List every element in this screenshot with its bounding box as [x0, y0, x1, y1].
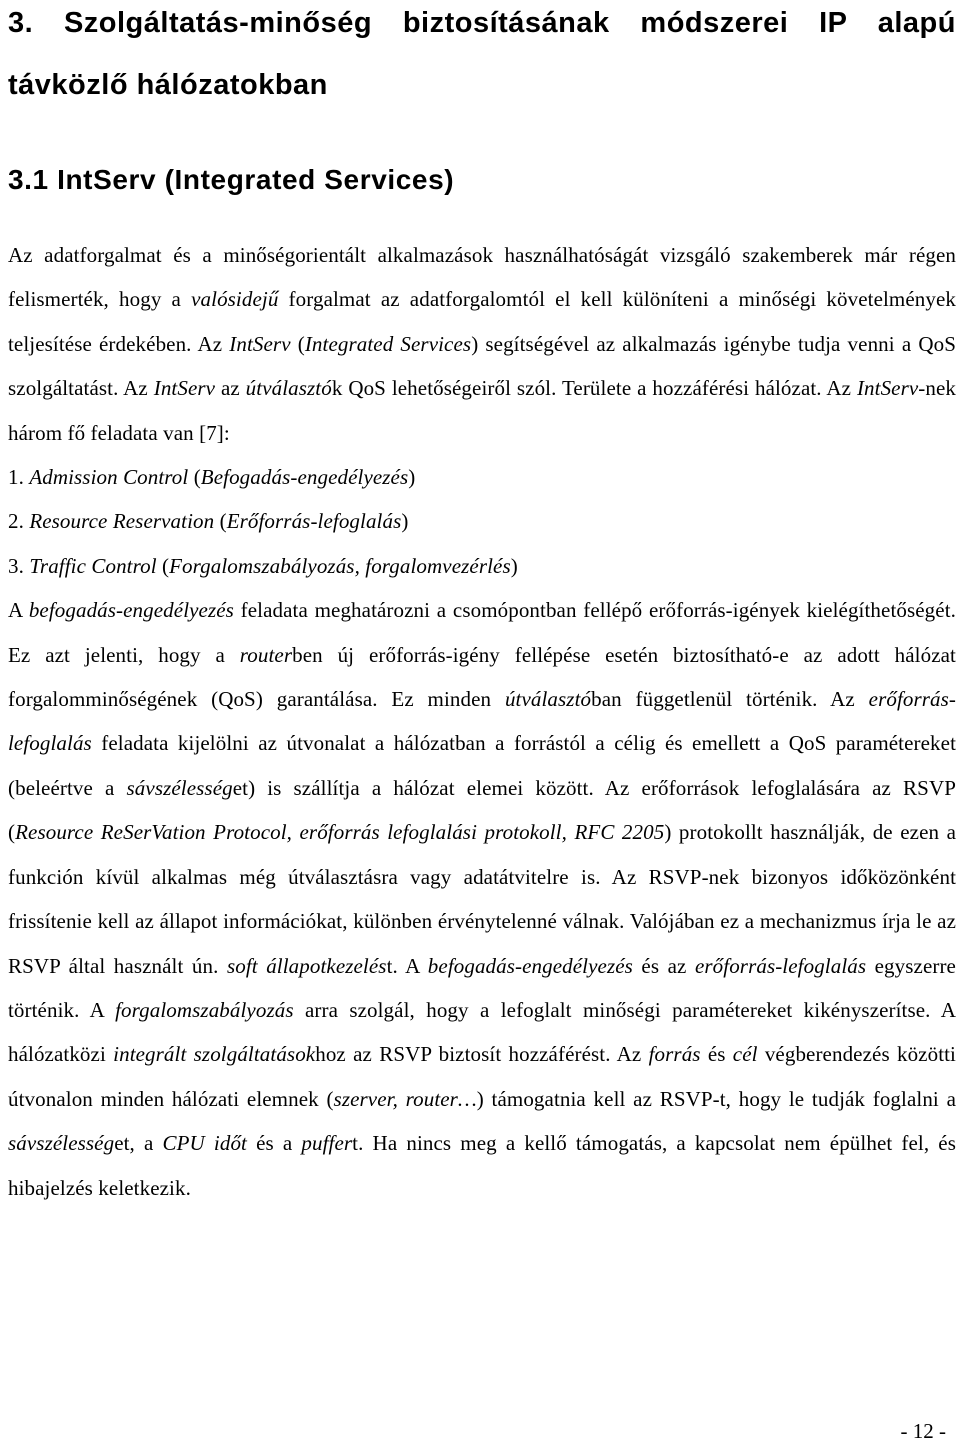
italic-term: cél [732, 1042, 758, 1067]
italic-term: integrált szolgáltatások [113, 1042, 316, 1067]
italic-term: Forgalomszabályozás, forgalomvezérlés [169, 553, 511, 578]
section-title: 3.1 IntServ (Integrated Services) [8, 164, 455, 195]
italic-term: puffer [301, 1131, 353, 1156]
page-number: - 12 - [900, 1419, 946, 1443]
italic-term: CPU időt [162, 1131, 247, 1156]
italic-term: erőforrás-lefoglalás [694, 953, 867, 978]
italic-term: IntServ [229, 331, 291, 356]
task-list [8, 455, 956, 588]
italic-term: szerver, router… [333, 1086, 477, 1111]
italic-term: Befogadás-engedélyezés [200, 465, 409, 490]
list-item: 1. Admission Control (Befogadás-engedélyezés) [8, 465, 416, 490]
italic-term: útválasztó [504, 687, 592, 712]
italic-term: útválasztó [245, 376, 332, 401]
body-paragraph: A befogadás-engedélyezés feladata meghatározni a csomópontban fellépő erőforrás-igények kielégíthetőségét. Ez azt jelenti, hogy a routerben új erőforrás-igény fellépése esetén biztosítható-e az adott hálózat forgalomminőségének (QoS) garantálása. Ez minden útválasztóban függetlenül történik. Az erőforrás-lefoglalás feladata kijelölni az útvonalat a hálózatban a forrástól a célig és emellett a QoS paramétereket (beleértve a sávszélességet) is szállítja a hálózat elemei között. Az erőforrások lefoglalására az RSVP (Resource ReSerVation Protocol, erőforrás lefoglalási protokoll, RFC 2205) protokollt használják, de ezen a funkción kívül alkalmas még útválasztásra vagy adatátvitelre is. Az RSVP-nek bizonyos időközönként frissítenie kell az állapot információkat, különben érvénytelenné válnak. Valójában ez a mechanizmus írja le az RSVP által használt ún. soft állapotkezelést. A befogadás-engedélyezés és az erőforrás-lefoglalás egyszerre történik. A forgalomszabályozás arra szolgál, hogy a lefoglalt minőségi paramétereket kikényszerítse. A hálózatközi integrált szolgáltatásokhoz az RSVP biztosít hozzáférést. Az forrás és cél végberendezés közötti útvonalon minden hálózati elemnek (szerver, router…) támogatnia kell az RSVP-t, hogy le tudják foglalni a sávszélességet, a CPU időt és a puffert. Ha nincs meg a kellő támogatás, a kapcsolat nem épülhet fel, és hibajelzés keletkezik. [8, 598, 957, 1200]
italic-term: befogadás-engedélyezés [28, 598, 234, 623]
italic-term: sávszélesség [126, 775, 233, 800]
italic-term: forrás [648, 1042, 701, 1067]
italic-term: valósidejű [191, 287, 279, 312]
chapter-heading: 3. Szolgáltatás-minőség biztosításának módszerei IP alapú távközlő hálózatokban [8, 7, 956, 101]
italic-term: Admission Control [29, 465, 189, 490]
body-text [8, 233, 956, 1210]
italic-term: sávszélesség [8, 1131, 115, 1156]
list-item: 3. Traffic Control (Forgalomszabályozás, forgalomvezérlés) [8, 553, 518, 578]
italic-term: Resource ReSerVation Protocol, erőforrás lefoglalási protokoll, RFC 2205 [15, 820, 665, 845]
list-item: 2. Resource Reservation (Erőforrás-lefoglalás) [8, 509, 409, 534]
italic-term: IntServ [856, 376, 919, 401]
italic-term: erőforrás-lefoglalás [8, 687, 956, 756]
italic-term: Integrated Services [304, 331, 472, 356]
italic-term: router [239, 642, 293, 667]
italic-term: forgalomszabályozás [115, 997, 294, 1022]
intro-paragraph: Az adatforgalmat és a minőségorientált alkalmazások használhatóságát vizsgáló szakemberek már régen felismerték, hogy a valósidejű forgalmat az adatforgalomtól el kell különíteni a minőségi követelmények teljesítése érdekében. Az IntServ (Integrated Services) segítségével az alkalmazás igénybe tudja venni a QoS szolgáltatást. Az IntServ az útválasztók QoS lehetőségeiről szól. Területe a hozzáférési hálózat. Az IntServ-nek három fő feladata van [7]: [8, 243, 957, 445]
italic-term: Traffic Control [29, 553, 157, 578]
italic-term: soft állapotkezelés [226, 953, 387, 978]
italic-term: befogadás-engedélyezés [427, 953, 633, 978]
italic-term: Resource Reservation [29, 509, 215, 534]
italic-term: IntServ [153, 376, 216, 401]
italic-term: Erőforrás-lefoglalás [226, 509, 402, 534]
